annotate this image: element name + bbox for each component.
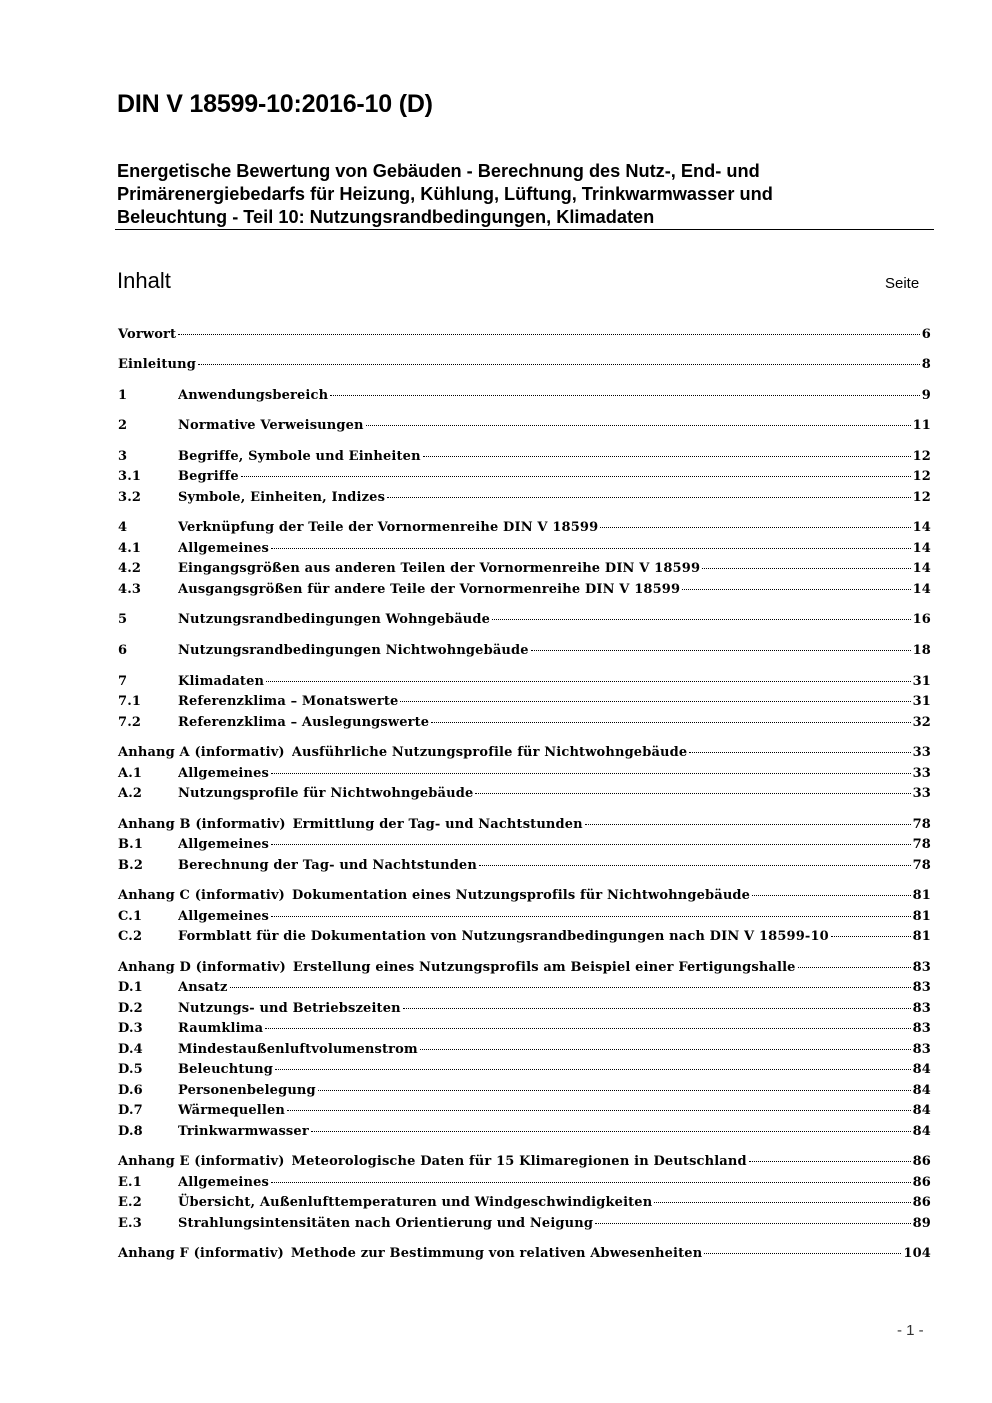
toc-entry[interactable]: [118, 1193, 931, 1213]
toc-entry-page: 81: [912, 888, 931, 903]
page-number: - 1 -: [897, 1322, 924, 1339]
toc-entry-number: E.1: [118, 1175, 142, 1190]
toc-entry[interactable]: [118, 927, 931, 947]
toc-entry[interactable]: [118, 784, 931, 804]
toc-entry[interactable]: [118, 325, 931, 345]
toc-entry-page: 12: [912, 469, 931, 484]
toc-entry-page: 81: [912, 909, 931, 924]
toc-entry-number: D.2: [118, 1001, 143, 1016]
toc-entry-number: 4: [118, 520, 128, 535]
toc-entry[interactable]: [118, 1122, 931, 1142]
toc-entry-page: 83: [912, 960, 931, 975]
toc-entry-number: Anhang E (informativ): [118, 1154, 285, 1169]
toc-leader-dots: [420, 1048, 911, 1050]
toc-leader-dots: [831, 935, 911, 937]
toc-leader-dots: [403, 1007, 911, 1009]
toc-entry-page: 83: [912, 1001, 931, 1016]
toc-entry[interactable]: [118, 856, 931, 876]
toc-entry-number: 7.2: [118, 715, 142, 730]
toc-leader-dots: [752, 894, 911, 896]
toc-entry-title: Dokumentation eines Nutzungsprofils für Nichtwohngebäude: [291, 888, 751, 903]
toc-leader-dots: [749, 1160, 911, 1162]
toc-leader-dots: [266, 680, 910, 682]
subtitle-divider: [115, 229, 934, 230]
toc-entry-title: Referenzklima – Monatswerte: [178, 694, 399, 709]
toc-entry-number: Anhang C (informativ): [118, 888, 285, 903]
toc-entry-page: 14: [912, 561, 931, 576]
toc-entry[interactable]: [118, 610, 931, 630]
toc-leader-dots: [318, 1089, 911, 1091]
toc-entry[interactable]: [118, 978, 931, 998]
toc-leader-dots: [271, 1181, 911, 1183]
toc-entry-number: D.8: [118, 1124, 143, 1139]
toc-entry[interactable]: [118, 1081, 931, 1101]
toc-entry-number: 5: [118, 612, 128, 627]
toc-entry-page: 84: [912, 1083, 931, 1098]
toc-entry-number: 4.3: [118, 582, 142, 597]
toc-entry-page: 6: [921, 327, 931, 342]
toc-entry-number: Anhang F (informativ): [118, 1246, 284, 1261]
toc-entry-page: 78: [912, 817, 931, 832]
toc-entry-title: Symbole, Einheiten, Indizes: [178, 490, 386, 505]
toc-entry-page: 33: [912, 786, 931, 801]
toc-leader-dots: [271, 915, 911, 917]
toc-entry-title: Ausgangsgrößen für andere Teile der Vornormenreihe DIN V 18599: [178, 582, 681, 597]
toc-leader-dots: [230, 986, 911, 988]
toc-entry-title: Ermittlung der Tag- und Nachtstunden: [292, 817, 583, 832]
toc-entry-title: Wärmequellen: [178, 1103, 285, 1118]
toc-leader-dots: [366, 424, 911, 426]
toc-entry-title: Normative Verweisungen: [178, 418, 364, 433]
toc-entry-number: 3: [118, 449, 128, 464]
toc-entry-number: A.2: [118, 786, 143, 801]
toc-leader-dots: [423, 455, 911, 457]
toc-page-label: Seite: [885, 275, 920, 292]
toc-entry-title: Ausführliche Nutzungsprofile für Nichtwohngebäude: [291, 745, 688, 760]
toc-entry-title: Meteorologische Daten für 15 Klimaregionen in Deutschland: [291, 1154, 747, 1169]
document-title: DIN V 18599-10:2016-10 (D): [117, 90, 433, 118]
toc-leader-dots: [178, 333, 920, 335]
toc-entry[interactable]: [118, 1060, 931, 1080]
toc-entry-title: Allgemeines: [178, 766, 269, 781]
toc-entry-page: 14: [912, 582, 931, 597]
toc-leader-dots: [595, 1222, 910, 1224]
toc-entry-page: 78: [912, 858, 931, 873]
toc-entry-page: 12: [912, 490, 931, 505]
toc-entry-page: 86: [912, 1175, 931, 1190]
toc-entry[interactable]: [118, 1244, 931, 1264]
toc-entry-number: B.2: [118, 858, 144, 873]
toc-entry-number: D.7: [118, 1103, 143, 1118]
toc-entry[interactable]: [118, 999, 931, 1019]
document-subtitle: [117, 160, 932, 229]
toc-entry[interactable]: [118, 559, 931, 579]
toc-entry-title: Begriffe, Symbole und Einheiten: [178, 449, 421, 464]
toc-entry-page: 78: [912, 837, 931, 852]
toc-entry-number: E.2: [118, 1195, 142, 1210]
toc-leader-dots: [400, 700, 910, 702]
toc-leader-dots: [600, 526, 910, 528]
toc-entry-number: 2: [118, 418, 128, 433]
toc-entry[interactable]: [118, 713, 931, 733]
toc-entry[interactable]: [118, 835, 931, 855]
toc-entry[interactable]: [118, 1101, 931, 1121]
toc-entry-title: Verknüpfung der Teile der Vornormenreihe DIN V 18599: [178, 520, 599, 535]
toc-leader-dots: [531, 649, 911, 651]
toc-entry-number: D.4: [118, 1042, 143, 1057]
toc-entry-title: Mindestaußenluftvolumenstrom: [178, 1042, 418, 1057]
toc-entry-number: A.1: [118, 766, 143, 781]
toc-entry-number: E.3: [118, 1216, 142, 1231]
toc-entry[interactable]: [118, 764, 931, 784]
toc-leader-dots: [479, 864, 911, 866]
toc-entry[interactable]: [118, 692, 931, 712]
toc-leader-dots: [330, 394, 920, 396]
toc-entry-title: Allgemeines: [178, 541, 269, 556]
toc-entry-page: 89: [912, 1216, 931, 1231]
toc-entry-title: Formblatt für die Dokumentation von Nutzungsrandbedingungen nach DIN V 18599-10: [178, 929, 829, 944]
toc-entry-page: 8: [921, 357, 931, 372]
toc-entry-number: Anhang B (informativ): [118, 817, 286, 832]
toc-leader-dots: [492, 618, 911, 620]
toc-entry[interactable]: [118, 1019, 931, 1039]
toc-entry-page: 86: [912, 1154, 931, 1169]
toc-entry-number: B.1: [118, 837, 144, 852]
toc-entry-page: 14: [912, 520, 931, 535]
toc-entry-number: Vorwort: [118, 327, 177, 342]
toc-entry-page: 14: [912, 541, 931, 556]
toc-entry-page: 84: [912, 1103, 931, 1118]
toc-leader-dots: [704, 1252, 901, 1254]
toc-entry-title: Strahlungsintensitäten nach Orientierung und Neigung: [178, 1216, 594, 1231]
toc-entry-number: D.6: [118, 1083, 143, 1098]
toc-entry[interactable]: [118, 672, 931, 692]
toc-entry[interactable]: [118, 958, 931, 978]
toc-leader-dots: [702, 567, 910, 569]
toc-leader-dots: [241, 475, 911, 477]
toc-entry-number: 6: [118, 643, 128, 658]
toc-entry-title: Klimadaten: [178, 674, 265, 689]
toc-entry-page: 84: [912, 1062, 931, 1077]
toc-entry-number: 1: [118, 388, 128, 403]
toc-leader-dots: [271, 843, 911, 845]
toc-entry-title: Allgemeines: [178, 1175, 269, 1190]
toc-entry-title: Nutzungsrandbedingungen Nichtwohngebäude: [178, 643, 529, 658]
toc-leader-dots: [798, 966, 911, 968]
toc-entry-number: D.3: [118, 1021, 143, 1036]
toc-entry[interactable]: [118, 580, 931, 600]
toc-entry-title: Beleuchtung: [178, 1062, 273, 1077]
toc-leader-dots: [271, 772, 911, 774]
toc-entry-title: Referenzklima – Auslegungswerte: [178, 715, 430, 730]
subtitle-line: Primärenergiebedarfs für Heizung, Kühlung, Lüftung, Trinkwarmwasser und: [117, 184, 773, 204]
toc-entry-title: Berechnung der Tag- und Nachtstunden: [178, 858, 477, 873]
toc-leader-dots: [275, 1068, 911, 1070]
toc-entry-page: 9: [921, 388, 931, 403]
toc-entry[interactable]: [118, 488, 931, 508]
toc-entry-title: Personenbelegung: [178, 1083, 316, 1098]
toc-entry-page: 11: [912, 418, 931, 433]
toc-entry-page: 18: [912, 643, 931, 658]
toc-entry[interactable]: [118, 815, 931, 835]
toc-entry-number: D.5: [118, 1062, 143, 1077]
toc-leader-dots: [475, 792, 910, 794]
toc-entry-number: C.1: [118, 909, 143, 924]
toc-entry-page: 104: [903, 1246, 931, 1261]
toc-heading: Inhalt: [117, 268, 171, 293]
toc-entry-number: 7: [118, 674, 128, 689]
toc-entry-title: Trinkwarmwasser: [178, 1124, 309, 1139]
toc-entry-page: 33: [912, 745, 931, 760]
toc-entry-number: C.2: [118, 929, 143, 944]
toc-leader-dots: [387, 496, 911, 498]
toc-entry[interactable]: [118, 743, 931, 763]
toc-entry[interactable]: [118, 386, 931, 406]
toc-entry[interactable]: [118, 1040, 931, 1060]
toc-entry[interactable]: [118, 1173, 931, 1193]
toc-entry-title: Allgemeines: [178, 837, 269, 852]
toc-entry[interactable]: [118, 907, 931, 927]
toc-entry-title: Anwendungsbereich: [178, 388, 329, 403]
toc-leader-dots: [287, 1109, 911, 1111]
toc-entry-page: 33: [912, 766, 931, 781]
toc-leader-dots: [431, 721, 910, 723]
toc-entry-title: Übersicht, Außenlufttemperaturen und Windgeschwindigkeiten: [178, 1195, 653, 1210]
toc-leader-dots: [682, 588, 910, 590]
toc-entry-page: 83: [912, 1021, 931, 1036]
toc-entry-page: 81: [912, 929, 931, 944]
toc-entry-page: 16: [912, 612, 931, 627]
toc-entry-title: Ansatz: [178, 980, 228, 995]
toc-entry-number: Anhang D (informativ): [118, 960, 286, 975]
toc-entry-title: Nutzungsrandbedingungen Wohngebäude: [178, 612, 491, 627]
toc-entry-title: Eingangsgrößen aus anderen Teilen der Vornormenreihe DIN V 18599: [178, 561, 701, 576]
toc-entry-title: Raumklima: [178, 1021, 264, 1036]
toc-entry[interactable]: [118, 355, 931, 375]
toc-entry-page: 32: [912, 715, 931, 730]
toc-entry-page: 86: [912, 1195, 931, 1210]
toc-entry[interactable]: [118, 641, 931, 661]
toc-entry-title: Erstellung eines Nutzungsprofils am Beispiel einer Fertigungshalle: [292, 960, 796, 975]
toc-entry-page: 84: [912, 1124, 931, 1139]
toc-entry-number: Anhang A (informativ): [118, 745, 285, 760]
toc-entry[interactable]: [118, 416, 931, 436]
toc-entry-title: Nutzungs- und Betriebszeiten: [178, 1001, 401, 1016]
toc-leader-dots: [265, 1027, 910, 1029]
toc-entry[interactable]: [118, 518, 931, 538]
toc-entry-page: 83: [912, 1042, 931, 1057]
toc-entry-number: 7.1: [118, 694, 142, 709]
subtitle-line: Energetische Bewertung von Gebäuden - Berechnung des Nutz-, End- und: [117, 161, 760, 181]
toc-entry-title: Begriffe: [178, 469, 239, 484]
toc-entry-title: Nutzungsprofile für Nichtwohngebäude: [178, 786, 474, 801]
toc-entry-number: Einleitung: [118, 357, 196, 372]
toc-leader-dots: [271, 547, 911, 549]
toc-entry-number: 3.1: [118, 469, 142, 484]
toc-entry[interactable]: [118, 447, 931, 467]
toc-entry-number: 4.1: [118, 541, 142, 556]
toc-entry[interactable]: [118, 1152, 931, 1172]
toc-leader-dots: [198, 363, 920, 365]
toc-entry[interactable]: [118, 1214, 931, 1234]
toc-leader-dots: [689, 751, 910, 753]
toc-entry[interactable]: [118, 886, 931, 906]
toc-entry-title: Allgemeines: [178, 909, 269, 924]
toc-entry-number: D.1: [118, 980, 143, 995]
subtitle-line: Beleuchtung - Teil 10: Nutzungsrandbedingungen, Klimadaten: [117, 207, 655, 227]
toc-entry-page: 12: [912, 449, 931, 464]
toc-entry-number: 3.2: [118, 490, 142, 505]
toc-entry-page: 31: [912, 694, 931, 709]
toc-entry[interactable]: [118, 539, 931, 559]
toc-entry[interactable]: [118, 467, 931, 487]
toc-entry-page: 31: [912, 674, 931, 689]
toc-leader-dots: [311, 1130, 911, 1132]
toc-entry-page: 83: [912, 980, 931, 995]
toc-entry-title: Methode zur Bestimmung von relativen Abwesenheiten: [290, 1246, 703, 1261]
toc-leader-dots: [585, 823, 911, 825]
toc-entry-number: 4.2: [118, 561, 142, 576]
toc-leader-dots: [654, 1201, 910, 1203]
